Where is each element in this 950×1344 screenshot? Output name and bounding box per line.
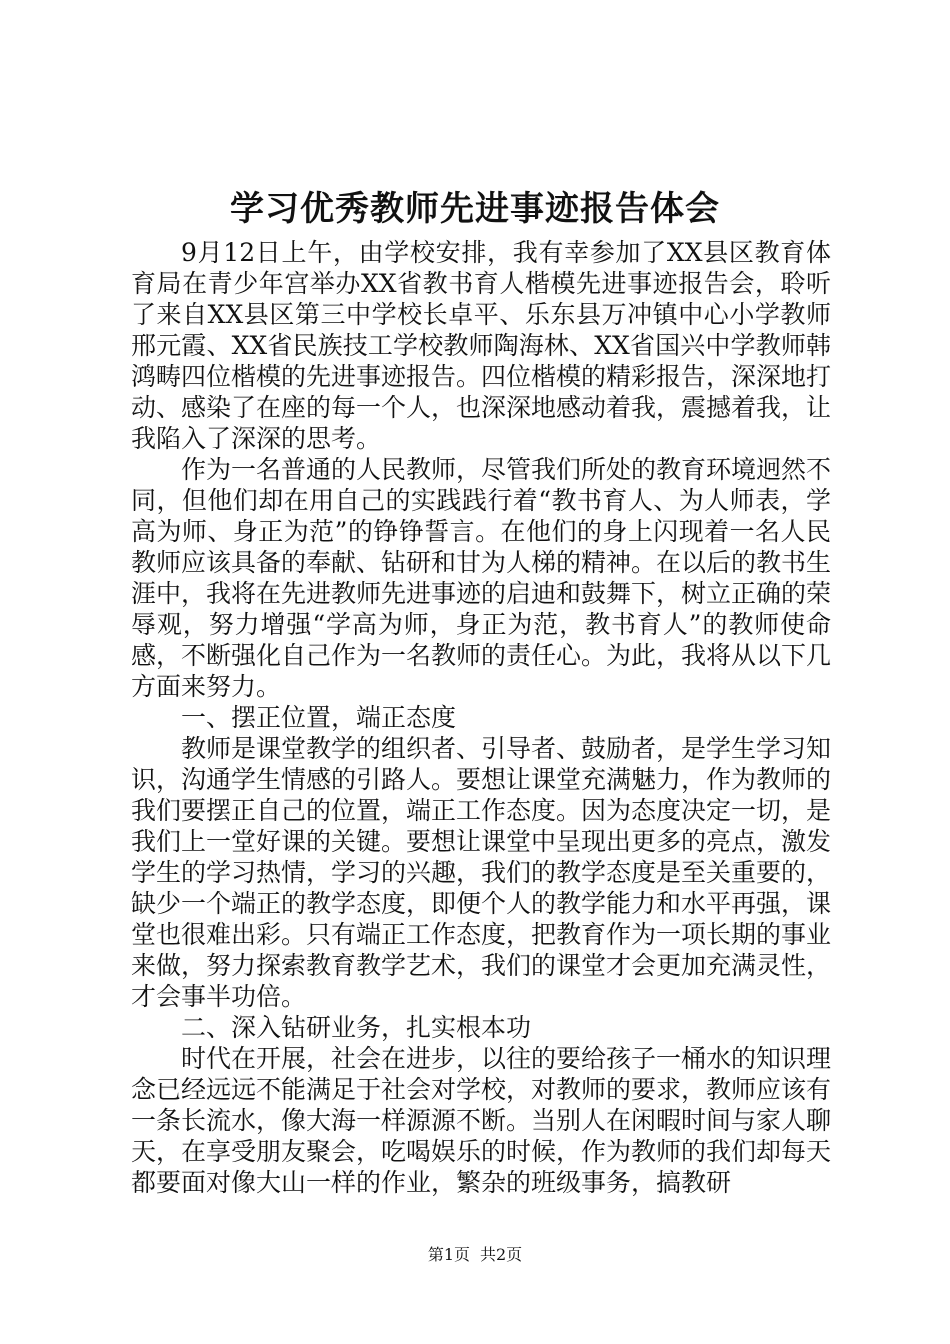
document-body [131,237,831,1198]
document-title: 学习优秀教师先进事迹报告体会 [230,189,720,229]
section-heading: 一、摆正位置，端正态度 [181,703,457,732]
paragraph: 教师是课堂教学的组织者、引导者、鼓励者，是学生学习知识，沟通学生情感的引路人。要想让课堂充满魅力，作为教师的我们要摆正自己的位置，端正工作态度。因为态度决定一切，是我们上一堂好课的关键。要想让课堂中呈现出更多的亮点，激发学生的学习热情，学习的兴趣，我们的教学态度是至关重要的，缺少一个端正的教学态度，即便个人的教学能力和水平再强，课堂也很难出彩。只有端正工作态度，把教育作为一项长期的事业来做，努力探索教育教学艺术，我们的课堂才会更加充满灵性，才会事半功倍。 [131,734,832,1011]
page-total: 共2页 [480,1245,523,1264]
paragraph: 9月12日上午，由学校安排，我有幸参加了XX县区教育体育局在青少年宫举办XX省教书育人楷模先进事迹报告会，聆听了来自XX县区第三中学校长卓平、乐东县万冲镇中心小学教师邢元霞、XX省民族技工学校教师陶海林、XX省国兴中学教师韩鸿畴四位楷模的先进事迹报告。四位楷模的精彩报告，深深地打动、感染了在座的每一个人，也深深地感动着我，震撼着我，让我陷入了深深的思考。 [131,238,832,453]
paragraph: 作为一名普通的人民教师，尽管我们所处的教育环境迥然不同，但他们却在用自己的实践践行着“教书育人、为人师表，学高为师、身正为范”的铮铮誓言。在他们的身上闪现着一名人民教师应该具备的奉献、钻研和甘为人梯的精神。在以后的教书生涯中，我将在先进教师先进事迹的启迪和鼓舞下，树立正确的荣辱观，努力增强“学高为师，身正为范，教书育人”的教师使命感，不断强化自己作为一名教师的责任心。为此，我将从以下几方面来努力。 [131,455,832,701]
section-heading: 二、深入钻研业务，扎实根本功 [181,1013,532,1042]
page-footer [0,1244,950,1266]
page-number: 第1页 [427,1245,470,1264]
paragraph: 时代在开展，社会在进步，以往的要给孩子一桶水的知识理念已经远远不能满足于社会对学校，对教师的要求，教师应该有一条长流水，像大海一样源源不断。当别人在闲暇时间与家人聊天，在享受朋友聚会，吃喝娱乐的时候，作为教师的我们却每天都要面对像大山一样的作业，繁杂的班级事务，搞教研 [131,1044,832,1197]
